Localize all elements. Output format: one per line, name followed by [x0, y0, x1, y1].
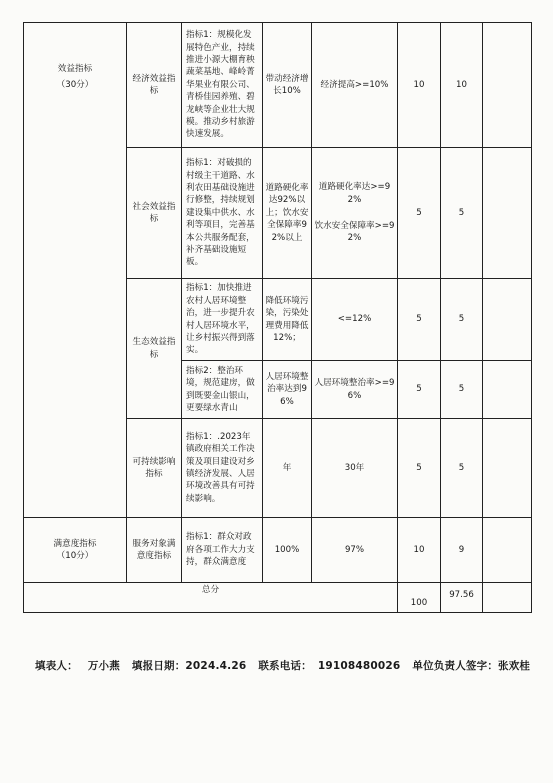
weight-value: 5	[398, 148, 441, 279]
indicator-text: 指标2：整治环境，规范建房，做到既要金山银山，更要绿水青山	[182, 361, 263, 419]
score-value: 5	[441, 419, 483, 518]
sign-label: 单位负责人签字：	[412, 660, 499, 672]
actual-value-road: 道路硬化率达>=92%	[318, 182, 391, 205]
blank-cell	[483, 23, 532, 148]
blank-cell	[483, 583, 532, 613]
total-weight: 100	[398, 583, 441, 613]
weight-value: 5	[398, 419, 441, 518]
weight-value: 10	[398, 23, 441, 148]
indicator-text: 指标1：加快推进农村人居环境整治，进一步提升农村人居环境水平，让乡村振兴得到落实。	[182, 279, 263, 361]
level2-label: 社会效益指标	[127, 148, 182, 279]
date-label: 填报日期：	[131, 660, 186, 672]
indicator-text: 指标1：.2023年镇政府相关工作决策及项目建设对乡镇经济发展、人居环境改善具有可持续影响。	[182, 419, 263, 518]
level1-effect-score: （30分）	[56, 80, 94, 90]
target-value: 带动经济增长10%	[263, 23, 312, 148]
performance-table	[23, 22, 532, 613]
actual-value: <=12%	[312, 279, 398, 361]
phone-label: 联系电话：	[258, 660, 312, 672]
performance-table-sheet	[23, 22, 531, 626]
weight-value: 5	[398, 279, 441, 361]
filler-label: 填表人：	[35, 660, 78, 672]
actual-value-water: 饮水安全保障率>=92%	[314, 221, 395, 244]
level1-effect-cell	[24, 23, 127, 518]
level2-label: 服务对象满意度指标	[127, 518, 182, 583]
blank-cell	[483, 148, 532, 279]
target-value: 100%	[263, 518, 312, 583]
blank-cell	[483, 361, 532, 419]
signature-line	[35, 658, 530, 673]
weight-value: 10	[398, 518, 441, 583]
score-value: 5	[441, 148, 483, 279]
table-row	[24, 518, 532, 583]
score-value: 9	[441, 518, 483, 583]
indicator-text: 指标1：规模化发展特色产业，持续推进小源大棚育秧蔬菜基地、峰岭菁华果业有限公司、青桥佳园养殖、碧龙峡等企业壮大规模。推动乡村旅游快速发展。	[182, 23, 263, 148]
target-value: 人居环境整治率达到96%	[263, 361, 312, 419]
target-value: 降低环境污染，污染处理费用降低12%；	[263, 279, 312, 361]
actual-value: 30年	[312, 419, 398, 518]
actual-value	[312, 148, 398, 279]
blank-cell	[483, 419, 532, 518]
table-row	[24, 23, 532, 148]
date-value: 2024.4.26	[185, 660, 247, 672]
level1-effect-label: 效益指标	[57, 64, 93, 74]
sign-name: 张欢桂	[498, 660, 531, 672]
level2-label: 可持续影响指标	[127, 419, 182, 518]
level2-label: 生态效益指标	[127, 279, 182, 419]
total-row	[24, 583, 532, 613]
blank-cell	[483, 518, 532, 583]
indicator-text: 指标1：群众对政府各项工作大力支持，群众满意度	[182, 518, 263, 583]
indicator-text: 指标1：对破损的村级主干道路、水利农田基础设施进行修整，持续规划建设集中供水、水利等项目，完善基本公共服务配套，补齐基础设施短板。	[182, 148, 263, 279]
phone-value: 19108480026	[317, 660, 401, 672]
level2-label: 经济效益指标	[127, 23, 182, 148]
total-label: 总分	[24, 583, 398, 613]
score-value: 5	[441, 279, 483, 361]
target-value: 年	[263, 419, 312, 518]
score-value: 10	[441, 23, 483, 148]
target-value: 道路硬化率达92%以上；饮水安全保障率92%以上	[263, 148, 312, 279]
total-score: 97.56	[441, 583, 483, 613]
actual-value: 人居环境整治率>=96%	[312, 361, 398, 419]
filler-name: 万小燕	[87, 660, 120, 672]
score-value: 5	[441, 361, 483, 419]
actual-value: 97%	[312, 518, 398, 583]
blank-cell	[483, 279, 532, 361]
weight-value: 5	[398, 361, 441, 419]
level1-satisfaction-cell: 满意度指标（10分）	[24, 518, 127, 583]
actual-value: 经济提高>=10%	[312, 23, 398, 148]
